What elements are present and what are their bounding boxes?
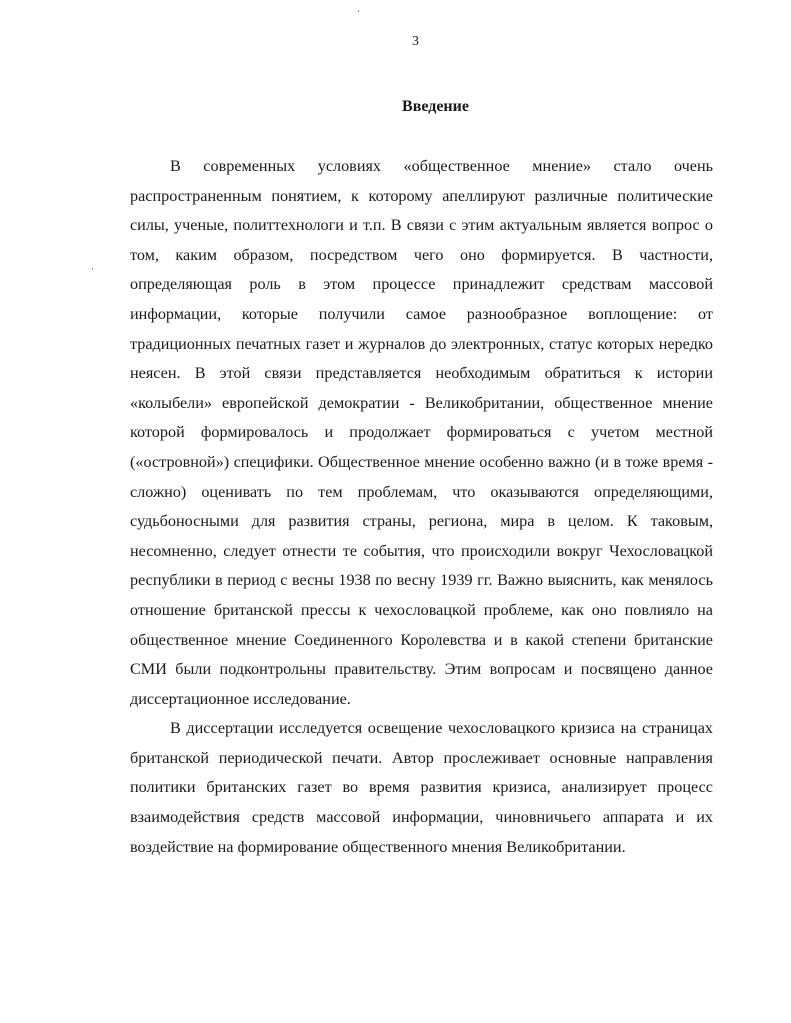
scan-mark [92,268,93,270]
paragraph: В диссертации исследуется освещение чехословацкого кризиса на страницах британской периодической печати. Автор прослеживает основные направления политики британских газет во время развития кризиса, анализирует процесс взаимодействия средств массовой информации, чиновничьего аппарата и их воздействие на формирование общественного мнения Великобритании. [130,719,713,856]
scan-mark [358,10,359,12]
document-body [130,152,713,862]
section-heading: Введение [402,98,469,115]
paragraph: В современных условиях «общественное мнение» стало очень распространенным понятием, к которому апеллируют различные политические силы, ученые, политтехнологи и т.п. В связи с этим актуальным является вопрос о том, каким образом, посредством чего оно формируется. В частности, определяющая роль в этом процессе принадлежит средствам массовой информации, которые получили самое разнообразное воплощение: от традиционных печатных газет и журналов до электронных, статус которых нередко неясен. В этой связи представляется необходимым обратиться к истории «колыбели» европейской демократии - Великобритании, общественное мнение которой формировалось и продолжает формироваться с учетом местной («островной») специфики. Общественное мнение особенно важно (и в тоже время - сложно) оценивать по тем проблемам, что оказываются определяющими, судьбоносными для развития страны, региона, мира в целом. К таковым, несомненно, следует отнести те события, что происходили вокруг Чехословацкой республики в период с весны 1938 по весну 1939 гг. Важно выяснить, как менялось отношение британской прессы к чехословацкой проблеме, как оно повлияло на общественное мнение Соединенного Королевства и в какой степени британские СМИ были подконтрольны правительству. Этим вопросам и посвящено данное диссертационное исследование. [130,157,713,708]
page-number: 3 [412,34,419,49]
